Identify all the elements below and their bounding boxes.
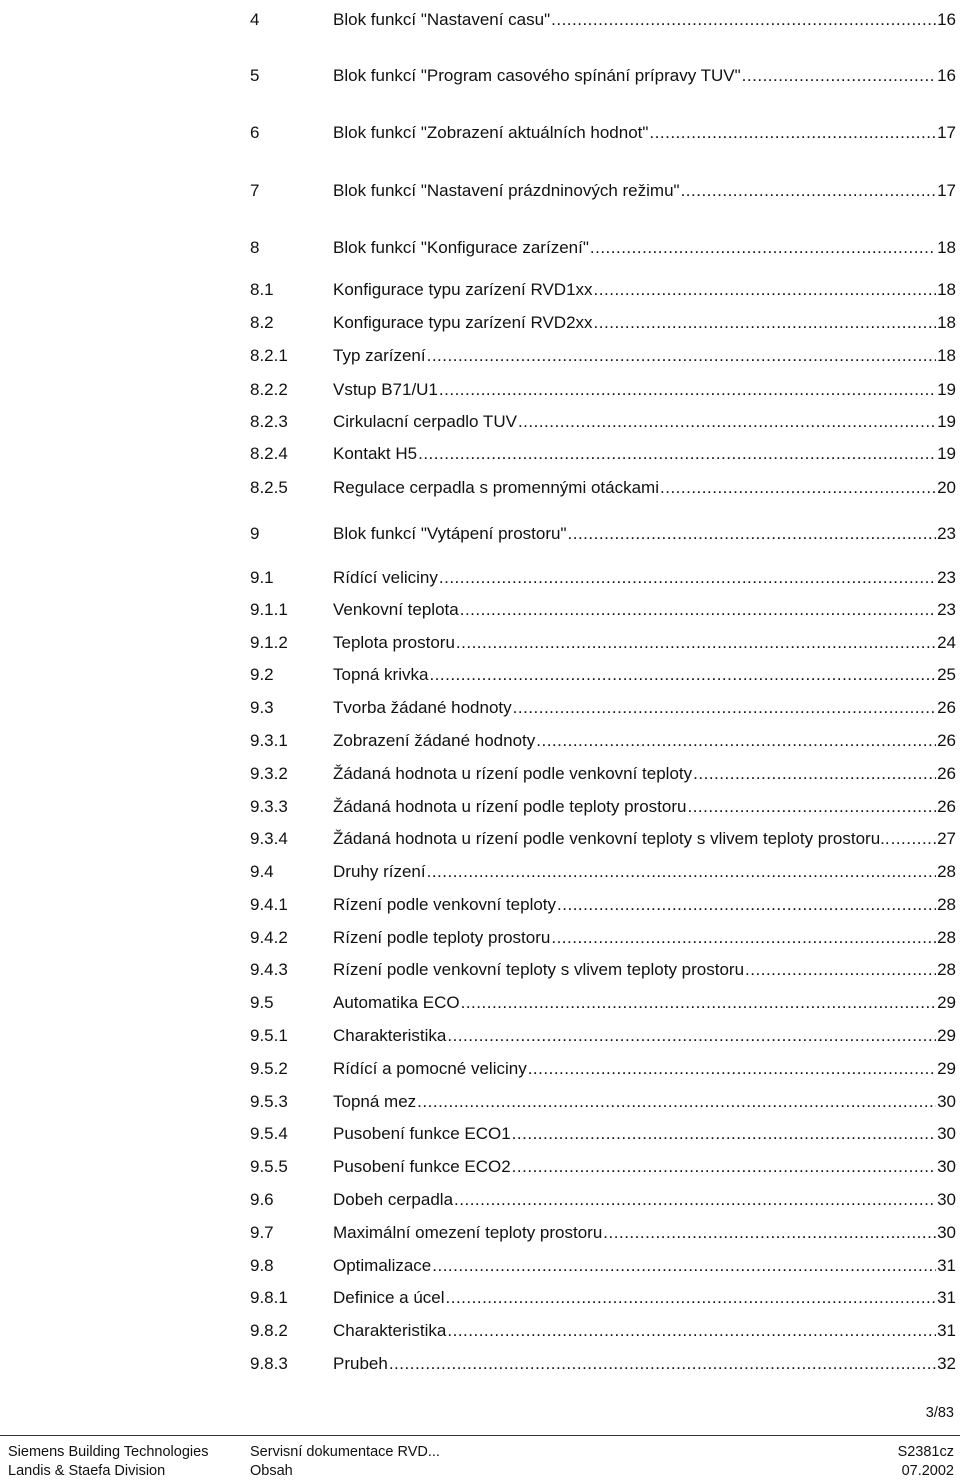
toc-dot-leader	[681, 179, 937, 203]
toc-entry[interactable]	[250, 1319, 956, 1343]
toc-dot-leader	[461, 991, 936, 1015]
toc-entry-number: 9.5.4	[250, 1124, 288, 1143]
toc-entry-page: 18	[937, 346, 956, 365]
toc-dot-leader	[456, 631, 936, 655]
toc-entry[interactable]	[250, 860, 956, 884]
toc-entry-number: 9.4.1	[250, 895, 288, 914]
toc-dot-leader	[745, 958, 936, 982]
toc-entry[interactable]	[250, 1286, 956, 1310]
toc-entry-title: Rízení podle teploty prostoru	[333, 928, 551, 947]
toc-entry[interactable]	[250, 696, 956, 720]
toc-entry-body	[333, 1090, 956, 1114]
toc-entry[interactable]	[250, 1188, 956, 1212]
toc-entry[interactable]	[250, 278, 956, 302]
toc-dot-leader	[518, 410, 936, 434]
toc-entry-page: 17	[937, 181, 956, 200]
toc-entry-number: 9.3.1	[250, 731, 288, 750]
toc-entry[interactable]	[250, 1352, 956, 1376]
toc-entry-title: Blok funkcí "Nastavení casu"	[333, 10, 551, 29]
toc-entry-number: 9.2	[250, 665, 274, 684]
toc-entry[interactable]	[250, 344, 956, 368]
toc-dot-leader	[460, 598, 936, 622]
toc-entry-title: Kontakt H5	[333, 444, 418, 463]
toc-entry-body	[333, 762, 956, 786]
toc-entry-number: 9.6	[250, 1190, 274, 1209]
toc-entry-page: 31	[937, 1256, 956, 1275]
toc-dot-leader	[594, 278, 937, 302]
toc-entry[interactable]	[250, 729, 956, 753]
toc-entry-number: 8.2.3	[250, 412, 288, 431]
toc-dot-leader	[603, 1221, 936, 1245]
toc-entry-page: 28	[937, 960, 956, 979]
toc-entry-number: 9.4	[250, 862, 274, 881]
toc-dot-leader	[693, 762, 936, 786]
toc-entry-number: 9.5.1	[250, 1026, 288, 1045]
toc-dot-leader	[427, 344, 936, 368]
toc-entry-title: Automatika ECO	[333, 993, 460, 1012]
toc-entry[interactable]	[250, 476, 956, 500]
toc-entry-page: 28	[937, 928, 956, 947]
toc-entry-title: Optimalizace	[333, 1256, 432, 1275]
toc-entry-body	[333, 442, 956, 466]
toc-dot-leader	[891, 827, 936, 851]
toc-entry-body	[333, 598, 956, 622]
toc-entry-page: 27	[937, 829, 956, 848]
toc-entry[interactable]	[250, 926, 956, 950]
toc-entry-body	[333, 729, 956, 753]
toc-entry-body	[333, 121, 956, 145]
toc-entry-number: 8.2.1	[250, 346, 288, 365]
toc-entry-body	[333, 344, 956, 368]
toc-entry-page: 20	[937, 478, 956, 497]
toc-dot-leader	[432, 1254, 936, 1278]
toc-entry[interactable]	[250, 1057, 956, 1081]
toc-entry-page: 19	[937, 412, 956, 431]
toc-entry-page: 29	[937, 993, 956, 1012]
toc-entry-title: Zobrazení žádané hodnoty	[333, 731, 536, 750]
toc-entry[interactable]	[250, 893, 956, 917]
footer-doc-title: Servisní dokumentace RVD...	[250, 1444, 440, 1460]
toc-entry-title: Prubeh	[333, 1354, 388, 1373]
toc-entry-title: Charakteristika	[333, 1321, 447, 1340]
toc-entry[interactable]	[250, 179, 956, 203]
toc-entry-number: 9.3.3	[250, 797, 288, 816]
toc-dot-leader	[512, 1122, 936, 1146]
toc-dot-leader	[446, 1286, 937, 1310]
toc-entry-page: 25	[937, 665, 956, 684]
toc-entry-number: 9.3.2	[250, 764, 288, 783]
toc-entry-page: 18	[937, 238, 956, 257]
toc-entry-title: Typ zarízení	[333, 346, 426, 365]
toc-entry-title: Pusobení funkce ECO1	[333, 1124, 511, 1143]
toc-entry-body	[333, 1188, 956, 1212]
page-number: 3/83	[925, 1405, 954, 1421]
toc-entry-title: Blok funkcí "Zobrazení aktuálních hodnot"	[333, 123, 649, 142]
toc-entry-page: 17	[937, 123, 956, 142]
toc-entry-number: 9.1.2	[250, 633, 288, 652]
toc-entry[interactable]	[250, 1090, 956, 1114]
footer-divider	[0, 1435, 960, 1436]
toc-entry-body	[333, 1319, 956, 1343]
toc-dot-leader	[439, 566, 936, 590]
toc-entry[interactable]	[250, 311, 956, 335]
toc-entry[interactable]	[250, 795, 956, 819]
toc-entry-body	[333, 795, 956, 819]
toc-entry-number: 9.4.3	[250, 960, 288, 979]
toc-entry-body	[333, 522, 956, 546]
toc-entry-body	[333, 1057, 956, 1081]
toc-entry-page: 26	[937, 764, 956, 783]
toc-dot-leader	[513, 696, 936, 720]
toc-entry-title: Vstup B71/U1	[333, 380, 438, 399]
toc-entry-number: 9.8.1	[250, 1288, 288, 1307]
toc-entry-number: 9.5.3	[250, 1092, 288, 1111]
footer-doc-code: S2381cz	[897, 1444, 954, 1460]
toc-entry-number: 9.5	[250, 993, 274, 1012]
toc-entry-page: 26	[937, 797, 956, 816]
toc-entry-body	[333, 631, 956, 655]
toc-entry[interactable]	[250, 762, 956, 786]
toc-entry-body	[333, 958, 956, 982]
toc-entry-number: 8.2	[250, 313, 274, 332]
toc-entry[interactable]	[250, 1024, 956, 1048]
toc-dot-leader	[427, 860, 936, 884]
toc-entry-page: 26	[937, 731, 956, 750]
toc-entry[interactable]	[250, 631, 956, 655]
toc-entry[interactable]	[250, 827, 956, 851]
toc-entry-body	[333, 860, 956, 884]
toc-entry-page: 28	[937, 895, 956, 914]
toc-entry[interactable]	[250, 236, 956, 260]
toc-entry-number: 9	[250, 524, 260, 543]
toc-entry-page: 30	[937, 1092, 956, 1111]
toc-entry[interactable]	[250, 522, 956, 546]
toc-entry-page: 30	[937, 1190, 956, 1209]
toc-dot-leader	[568, 522, 937, 546]
toc-entry-number: 8.2.5	[250, 478, 288, 497]
page-footer	[0, 1405, 960, 1479]
toc-entry-title: Rídící a pomocné veliciny	[333, 1059, 527, 1078]
toc-entry-title: Regulace cerpadla s promennými otáckami	[333, 478, 659, 497]
toc-dot-leader	[447, 1319, 936, 1343]
toc-entry-page: 16	[937, 10, 956, 29]
toc-entry-body	[333, 827, 956, 851]
toc-entry-title: Teplota prostoru	[333, 633, 455, 652]
toc-entry-title: Venkovní teplota	[333, 600, 459, 619]
toc-entry-page: 23	[937, 568, 956, 587]
toc-entry-title: Charakteristika	[333, 1026, 447, 1045]
toc-entry-page: 23	[937, 524, 956, 543]
toc-entry-number: 4	[250, 10, 260, 29]
toc-entry-body	[333, 1155, 956, 1179]
toc-entry-number: 9.3.4	[250, 829, 288, 848]
toc-entry-page: 29	[937, 1026, 956, 1045]
footer-date: 07.2002	[901, 1463, 954, 1479]
toc-entry-body	[333, 696, 956, 720]
toc-entry[interactable]	[250, 1122, 956, 1146]
toc-entry-number: 5	[250, 66, 260, 85]
toc-entry-number: 8.2.2	[250, 380, 288, 399]
toc-entry-title: Cirkulacní cerpadlo TUV	[333, 412, 517, 431]
toc-entry-page: 32	[937, 1354, 956, 1373]
toc-dot-leader	[536, 729, 936, 753]
toc-entry-title: Blok funkcí "Nastavení prázdninových režimu"	[333, 181, 680, 200]
toc-entry-body	[333, 1024, 956, 1048]
toc-entry[interactable]	[250, 410, 956, 434]
toc-dot-leader	[439, 378, 936, 402]
toc-entry-number: 9.1.1	[250, 600, 288, 619]
toc-entry[interactable]	[250, 378, 956, 402]
toc-entry-body	[333, 1254, 956, 1278]
toc-entry-body	[333, 663, 956, 687]
toc-dot-leader	[687, 795, 936, 819]
toc-entry-title: Maximální omezení teploty prostoru	[333, 1223, 603, 1242]
toc-entry-page: 18	[937, 280, 956, 299]
toc-entry[interactable]	[250, 1155, 956, 1179]
toc-entry-body	[333, 476, 956, 500]
toc-entry-title: Tvorba žádané hodnoty	[333, 698, 512, 717]
toc-entry-body	[333, 236, 956, 260]
toc-entry-title: Žádaná hodnota u rízení podle venkovní teploty	[333, 764, 693, 783]
toc-dot-leader	[454, 1188, 936, 1212]
toc-entry-number: 9.8	[250, 1256, 274, 1275]
toc-entry-title: Rízení podle venkovní teploty s vlivem teploty prostoru	[333, 960, 745, 979]
toc-dot-leader	[649, 121, 936, 145]
toc-dot-leader	[557, 893, 936, 917]
footer-company-line2: Landis & Staefa Division	[8, 1463, 166, 1479]
toc-entry-body	[333, 991, 956, 1015]
toc-entry-title: Topná mez	[333, 1092, 417, 1111]
toc-dot-leader	[594, 311, 937, 335]
toc-entry-page: 19	[937, 444, 956, 463]
toc-entry-body	[333, 1221, 956, 1245]
toc-entry-page: 30	[937, 1223, 956, 1242]
toc-dot-leader	[742, 64, 936, 88]
toc-dot-leader	[417, 1090, 936, 1114]
toc-entry-title: Rízení podle venkovní teploty	[333, 895, 557, 914]
toc-entry-page: 18	[937, 313, 956, 332]
footer-company-line1: Siemens Building Technologies	[8, 1444, 209, 1460]
toc-entry-title: Rídící veliciny	[333, 568, 438, 587]
toc-entry[interactable]	[250, 121, 956, 145]
toc-entry-number: 9.3	[250, 698, 274, 717]
toc-entry-number: 7	[250, 181, 260, 200]
footer-section-name: Obsah	[250, 1463, 293, 1479]
toc-entry-page: 31	[937, 1321, 956, 1340]
toc-entry-body	[333, 893, 956, 917]
toc-entry[interactable]	[250, 991, 956, 1015]
toc-entry[interactable]	[250, 64, 956, 88]
toc-entry-number: 8.2.4	[250, 444, 288, 463]
toc-entry-body	[333, 410, 956, 434]
toc-entry-title: Žádaná hodnota u rízení podle venkovní teploty s vlivem teploty prostoru..	[333, 829, 890, 848]
toc-entry-page: 30	[937, 1157, 956, 1176]
toc-entry-number: 9.7	[250, 1223, 274, 1242]
toc-entry-page: 19	[937, 380, 956, 399]
toc-entry-page: 31	[937, 1288, 956, 1307]
toc-dot-leader	[418, 442, 936, 466]
toc-dot-leader	[429, 663, 936, 687]
toc-entry[interactable]	[250, 663, 956, 687]
toc-entry-page: 26	[937, 698, 956, 717]
toc-entry-body	[333, 378, 956, 402]
toc-entry-number: 9.8.2	[250, 1321, 288, 1340]
toc-entry-body	[333, 566, 956, 590]
toc-entry[interactable]	[250, 958, 956, 982]
toc-entry-number: 9.8.3	[250, 1354, 288, 1373]
toc-entry[interactable]	[250, 598, 956, 622]
toc-entry-page: 24	[937, 633, 956, 652]
toc-entry-title: Druhy rízení	[333, 862, 426, 881]
toc-entry-page: 28	[937, 862, 956, 881]
toc-entry-body	[333, 926, 956, 950]
toc-entry[interactable]	[250, 442, 956, 466]
toc-entry-page: 16	[937, 66, 956, 85]
toc-dot-leader	[551, 926, 936, 950]
toc-entry-title: Konfigurace typu zarízení RVD2xx	[333, 313, 593, 332]
toc-entry-number: 9.4.2	[250, 928, 288, 947]
toc-dot-leader	[389, 1352, 936, 1376]
toc-entry-number: 8.1	[250, 280, 274, 299]
toc-entry-number: 9.5.2	[250, 1059, 288, 1078]
toc-entry-body	[333, 8, 956, 32]
toc-entry-body	[333, 1352, 956, 1376]
toc-entry-page: 30	[937, 1124, 956, 1143]
toc-entry-body	[333, 278, 956, 302]
toc-entry-page: 23	[937, 600, 956, 619]
toc-entry-title: Blok funkcí "Program casového spínání prípravy TUV"	[333, 66, 741, 85]
toc-entry-number: 9.1	[250, 568, 274, 587]
toc-entry-title: Blok funkcí "Konfigurace zarízení"	[333, 238, 589, 257]
toc-entry-title: Konfigurace typu zarízení RVD1xx	[333, 280, 593, 299]
toc-entry-title: Dobeh cerpadla	[333, 1190, 454, 1209]
toc-entry-body	[333, 1122, 956, 1146]
toc-entry-number: 6	[250, 123, 260, 142]
toc-dot-leader	[512, 1155, 936, 1179]
toc-dot-leader	[660, 476, 936, 500]
toc-dot-leader	[447, 1024, 936, 1048]
toc-entry-title: Blok funkcí "Vytápení prostoru"	[333, 524, 567, 543]
toc-entry[interactable]	[250, 1221, 956, 1245]
toc-entry-number: 9.5.5	[250, 1157, 288, 1176]
toc-entry-page: 29	[937, 1059, 956, 1078]
toc-dot-leader	[551, 8, 936, 32]
toc-entry-body	[333, 64, 956, 88]
toc-entry-body	[333, 179, 956, 203]
toc-entry-body	[333, 311, 956, 335]
toc-entry-title: Definice a úcel	[333, 1288, 445, 1307]
toc-entry-title: Pusobení funkce ECO2	[333, 1157, 511, 1176]
toc-entry[interactable]	[250, 566, 956, 590]
toc-entry[interactable]	[250, 8, 956, 32]
toc-entry[interactable]	[250, 1254, 956, 1278]
toc-dot-leader	[528, 1057, 936, 1081]
toc-entry-body	[333, 1286, 956, 1310]
toc-entry-title: Žádaná hodnota u rízení podle teploty prostoru	[333, 797, 687, 816]
toc-dot-leader	[590, 236, 936, 260]
toc-entry-number: 8	[250, 238, 260, 257]
toc-entry-title: Topná krivka	[333, 665, 429, 684]
